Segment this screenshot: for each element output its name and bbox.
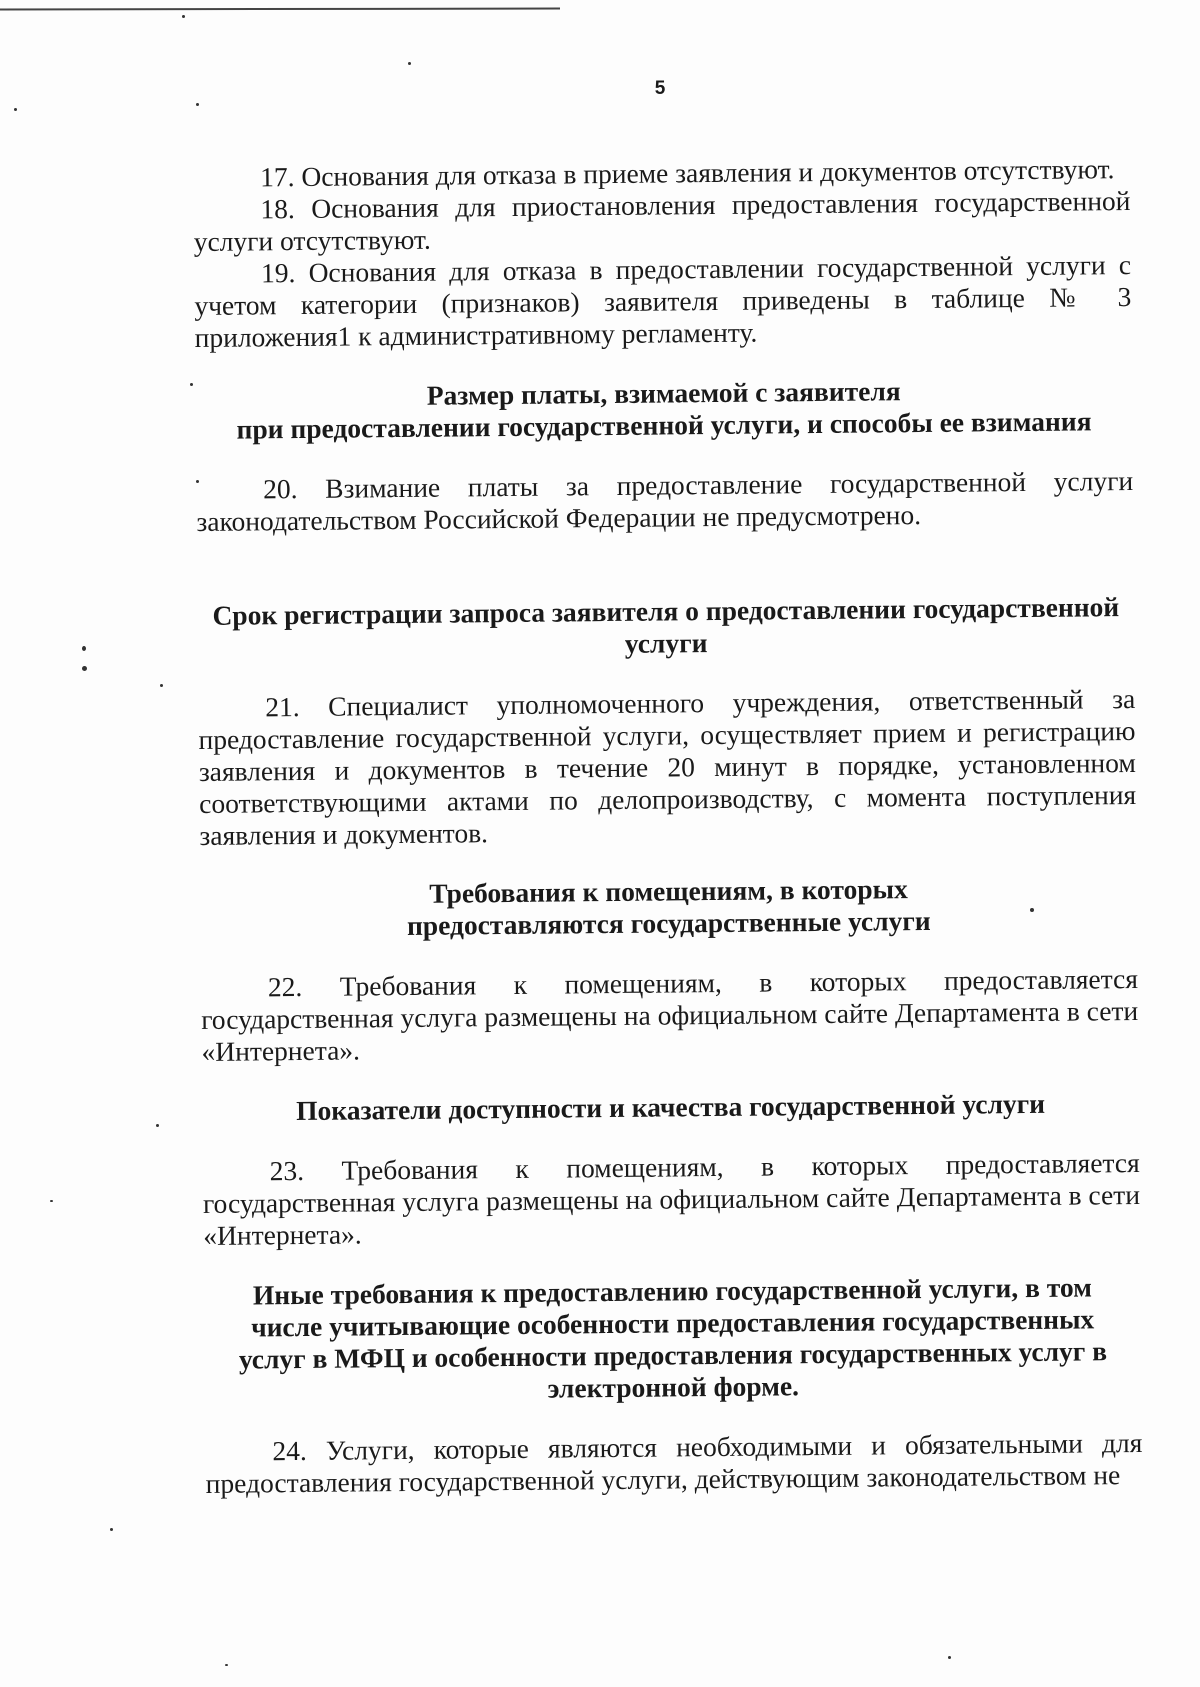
paragraph-17: 17. Основания для отказа в приеме заявления и документов отсутствуют. (259, 153, 1115, 193)
heading-premises-line1: Требования к помещениям, в которых (429, 873, 908, 909)
paragraph-18: 18. Основания для приостановления предоставления государственной услуги отсутствуют. (193, 185, 1131, 257)
heading-other-line2: числе учитывающие особенности предоставления государственных (250, 1303, 1095, 1343)
paragraph-24: 24. Услуги, которые являются необходимыми и обязательными для предоставления государственной услуги, действующим законодательством не (205, 1426, 1143, 1499)
scan-speck (182, 15, 185, 18)
heading-registration-line1: Срок регистрации запроса заявителя о предоставлении государственной (212, 591, 1120, 631)
scan-speck (196, 480, 199, 483)
scan-speck (14, 108, 17, 111)
paragraph-21: 21. Специалист уполномоченного учреждения, ответственный за предоставление государственной услуги, осуществляет прием и регистрацию заявления и документов в течение 20 минут в порядке, установленном соответствующими актами по делопроизводству, с момента поступления заявления и документов. (198, 682, 1137, 851)
heading-premises (200, 871, 1138, 944)
document-body (193, 153, 1143, 1500)
scan-speck (82, 646, 86, 651)
scan-speck (156, 1124, 159, 1127)
heading-other-line3: услуг в МФЦ и особенности предоставления государственных услуг в (238, 1335, 1108, 1375)
scan-speck (196, 103, 199, 106)
heading-other-requirements (204, 1271, 1142, 1408)
heading-premises-line2: предоставляются государственные услуги (406, 904, 931, 941)
paragraph-20: 20. Взимание платы за предоставление государственной услуги законодательством Российской Федерации не предусмотрено. (196, 464, 1134, 537)
heading-fee-line2: при предоставлении государственной услуги, и способы ее взимания (236, 405, 1092, 445)
heading-fee (195, 373, 1133, 446)
scan-speck (408, 62, 411, 65)
scan-speck (190, 383, 193, 386)
scan-speck (50, 1200, 53, 1202)
scan-speck (948, 1656, 951, 1659)
top-rule (0, 8, 560, 11)
scan-speck (225, 1664, 228, 1666)
scan-speck (160, 684, 163, 687)
paragraph-23: 23. Требования к помещениям, в которых предоставляется государственная услуга размещены на официальном сайте Департамента в сети «Интернета». (202, 1146, 1141, 1251)
heading-quality: Показатели доступности и качества государственной услуги (296, 1087, 1046, 1127)
paragraph-19: 19. Основания для отказа в предоставлении государственной услуги с учетом категории (признаков) заявителя приведены в таблице № 3 приложения1 к административному регламенту. (194, 249, 1132, 353)
scan-speck (82, 666, 87, 671)
paragraph-22: 22. Требования к помещениям, в которых предоставляется государственная услуга размещены на официальном сайте Департамента в сети «Интернета». (201, 962, 1139, 1067)
scan-speck (1030, 908, 1034, 912)
heading-registration (197, 591, 1135, 664)
heading-other-line1: Иные требования к предоставлению государственной услуги, в том (252, 1271, 1092, 1311)
page-number: 5 (654, 78, 666, 99)
scan-speck (110, 1528, 113, 1531)
heading-registration-line2: услуги (624, 627, 708, 659)
heading-other-line4: электронной форме. (547, 1370, 800, 1404)
heading-fee-line1: Размер платы, взимаемой с заявителя (426, 375, 901, 411)
